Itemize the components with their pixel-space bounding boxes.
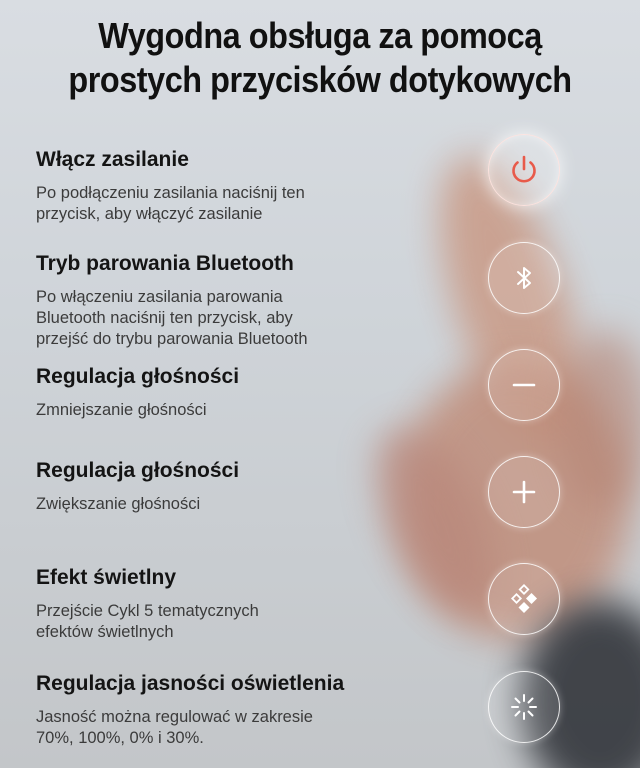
light-effect-button[interactable] (488, 563, 560, 635)
minus-icon (506, 367, 542, 403)
volume-up-button[interactable] (488, 456, 560, 528)
feature-volume-down (36, 364, 476, 421)
feature-heading: Efekt świetlny (36, 566, 177, 589)
feature-heading: Regulacja głośności (36, 459, 240, 482)
feature-description: Przejście Cykl 5 tematycznych efektów świetlnych (36, 602, 259, 641)
feature-description: Zmniejszanie głośności (36, 401, 207, 419)
feature-description: Jasność można regulować w zakresie 70%, 100%, 0% i 30%. (36, 708, 313, 747)
bluetooth-icon (506, 260, 542, 296)
feature-heading: Regulacja głośności (36, 365, 240, 388)
feature-description: Po włączeniu zasilania parowania Bluetooth naciśnij ten przycisk, aby przejść do trybu parowania Bluetooth (36, 288, 308, 348)
feature-heading: Włącz zasilanie (36, 148, 189, 171)
feature-heading: Regulacja jasności oświetlenia (36, 672, 345, 695)
light-effect-icon (506, 581, 542, 617)
feature-light-effect (36, 565, 476, 643)
title-line-2: prostych przycisków dotykowych (68, 59, 572, 100)
plus-icon (506, 474, 542, 510)
feature-heading: Tryb parowania Bluetooth (36, 252, 294, 275)
feature-power (36, 147, 476, 225)
volume-down-button[interactable] (488, 349, 560, 421)
power-button[interactable] (488, 134, 560, 206)
feature-description: Zwiększanie głośności (36, 495, 201, 513)
bluetooth-button[interactable] (488, 242, 560, 314)
feature-volume-up (36, 458, 476, 515)
feature-bluetooth (36, 251, 476, 350)
brightness-icon (506, 689, 542, 725)
page-title (32, 14, 608, 102)
feature-brightness (36, 671, 476, 749)
brightness-button[interactable] (488, 671, 560, 743)
feature-description: Po podłączeniu zasilania naciśnij ten przycisk, aby włączyć zasilanie (36, 184, 305, 223)
title-line-1: Wygodna obsługa za pomocą (98, 15, 542, 56)
power-icon (506, 152, 542, 188)
